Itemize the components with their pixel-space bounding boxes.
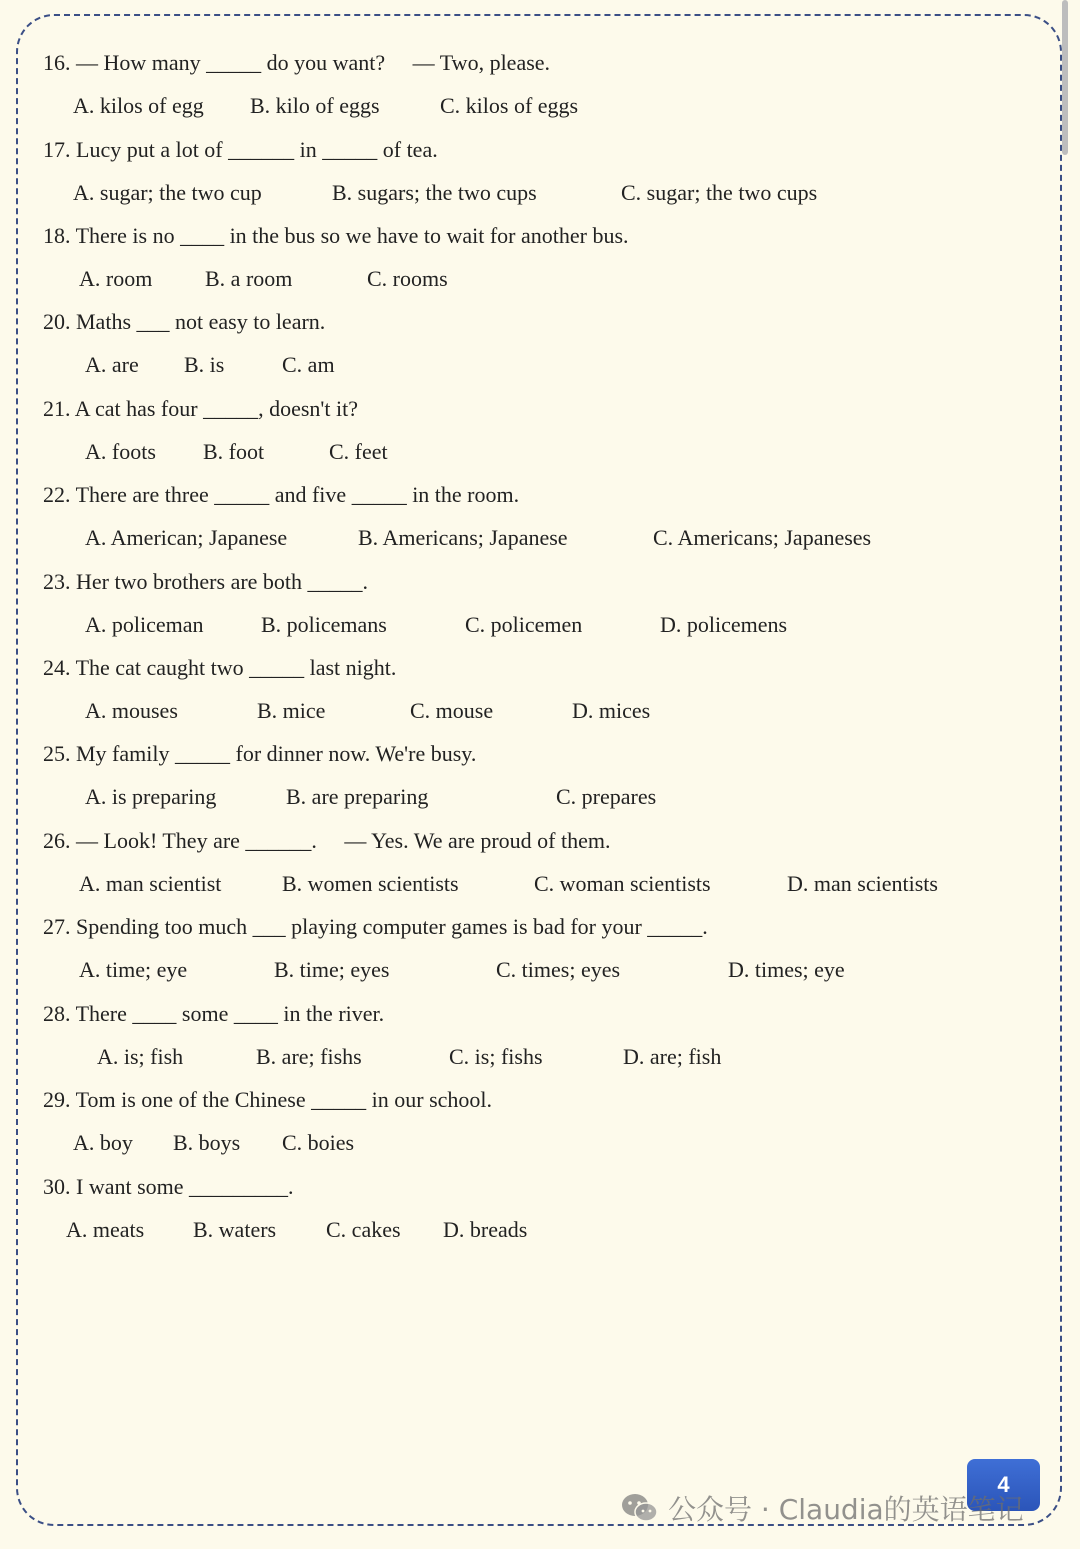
question-stem: 21. A cat has four _____, doesn't it?: [43, 396, 358, 421]
question-stem: 27. Spending too much ___ playing computer games is bad for your _____.: [43, 914, 708, 939]
answer-option: A. sugar; the two cup: [73, 180, 262, 205]
question-stem: 18. There is no ____ in the bus so we have to wait for another bus.: [43, 223, 629, 248]
question-stem: 28. There ____ some ____ in the river.: [43, 1001, 385, 1026]
answer-option: A. man scientist: [79, 871, 222, 896]
answer-option: A. room: [79, 266, 153, 291]
answer-option: B. time; eyes: [274, 957, 390, 982]
answer-option: B. waters: [193, 1217, 277, 1242]
question-stem: 30. I want some _________.: [43, 1174, 294, 1199]
answer-option: C. policemen: [465, 612, 583, 637]
answer-option: C. cakes: [326, 1217, 401, 1242]
answer-option: B. are; fishs: [256, 1044, 362, 1069]
answer-option: A. is; fish: [97, 1044, 184, 1069]
answer-option: B. boys: [173, 1130, 241, 1155]
answer-option: B. sugars; the two cups: [332, 180, 537, 205]
answer-option: C. times; eyes: [496, 957, 621, 982]
watermark-text: 公众号 · Claudia的英语笔记: [668, 1493, 1024, 1526]
answer-option: C. kilos of eggs: [440, 93, 579, 118]
answer-option: C. Americans; Japaneses: [653, 525, 872, 550]
answer-option: B. foot: [203, 439, 265, 464]
answer-option: A. foots: [85, 439, 156, 464]
answer-option: B. Americans; Japanese: [358, 525, 568, 550]
page-number-badge: 4: [967, 1459, 1040, 1511]
answer-option: A. American; Japanese: [85, 525, 288, 550]
question-stem: 23. Her two brothers are both _____.: [43, 569, 369, 594]
answer-option: B. a room: [205, 266, 293, 291]
answer-option: B. mice: [257, 698, 326, 723]
answer-option: B. women scientists: [282, 871, 459, 896]
answer-option: C. is; fishs: [449, 1044, 543, 1069]
answer-option: C. boies: [282, 1130, 355, 1155]
answer-option: D. mices: [572, 698, 651, 723]
question-stem: 20. Maths ___ not easy to learn.: [43, 309, 326, 334]
answer-option: B. are preparing: [286, 784, 429, 809]
question-stem: 24. The cat caught two _____ last night.: [43, 655, 397, 680]
question-stem: 17. Lucy put a lot of ______ in _____ of tea.: [43, 137, 438, 162]
answer-option: C. woman scientists: [534, 871, 711, 896]
answer-option: C. mouse: [410, 698, 494, 723]
answer-option: C. rooms: [367, 266, 448, 291]
answer-option: B. policemans: [261, 612, 387, 637]
wechat-icon: [620, 1492, 660, 1531]
answer-option: D. are; fish: [623, 1044, 722, 1069]
answer-option: A. meats: [66, 1217, 145, 1242]
answer-option: B. kilo of eggs: [250, 93, 380, 118]
answer-option: D. policemens: [660, 612, 788, 637]
answer-option: A. are: [85, 352, 139, 377]
answer-option: A. policeman: [85, 612, 204, 637]
answer-option: A. mouses: [85, 698, 178, 723]
question-stem: 22. There are three _____ and five _____ in the room.: [43, 482, 520, 507]
answer-option: B. is: [184, 352, 225, 377]
answer-option: D. times; eye: [728, 957, 845, 982]
answer-option: C. am: [282, 352, 335, 377]
answer-option: A. is preparing: [85, 784, 217, 809]
question-stem: 26. — Look! They are ______. — Yes. We are proud of them.: [43, 828, 611, 853]
answer-option: D. breads: [443, 1217, 528, 1242]
answer-option: A. time; eye: [79, 957, 188, 982]
watermark: [620, 1488, 1024, 1531]
answer-option: C. prepares: [556, 784, 657, 809]
answer-option: C. feet: [329, 439, 388, 464]
question-stem: 25. My family _____ for dinner now. We're busy.: [43, 741, 477, 766]
scrollbar[interactable]: [1062, 0, 1068, 155]
answer-option: A. kilos of egg: [73, 93, 204, 118]
answer-option: C. sugar; the two cups: [621, 180, 818, 205]
answer-option: A. boy: [73, 1130, 133, 1155]
answer-option: D. man scientists: [787, 871, 938, 896]
question-stem: 29. Tom is one of the Chinese _____ in our school.: [43, 1087, 493, 1112]
question-stem: 16. — How many _____ do you want? — Two, please.: [43, 50, 551, 75]
